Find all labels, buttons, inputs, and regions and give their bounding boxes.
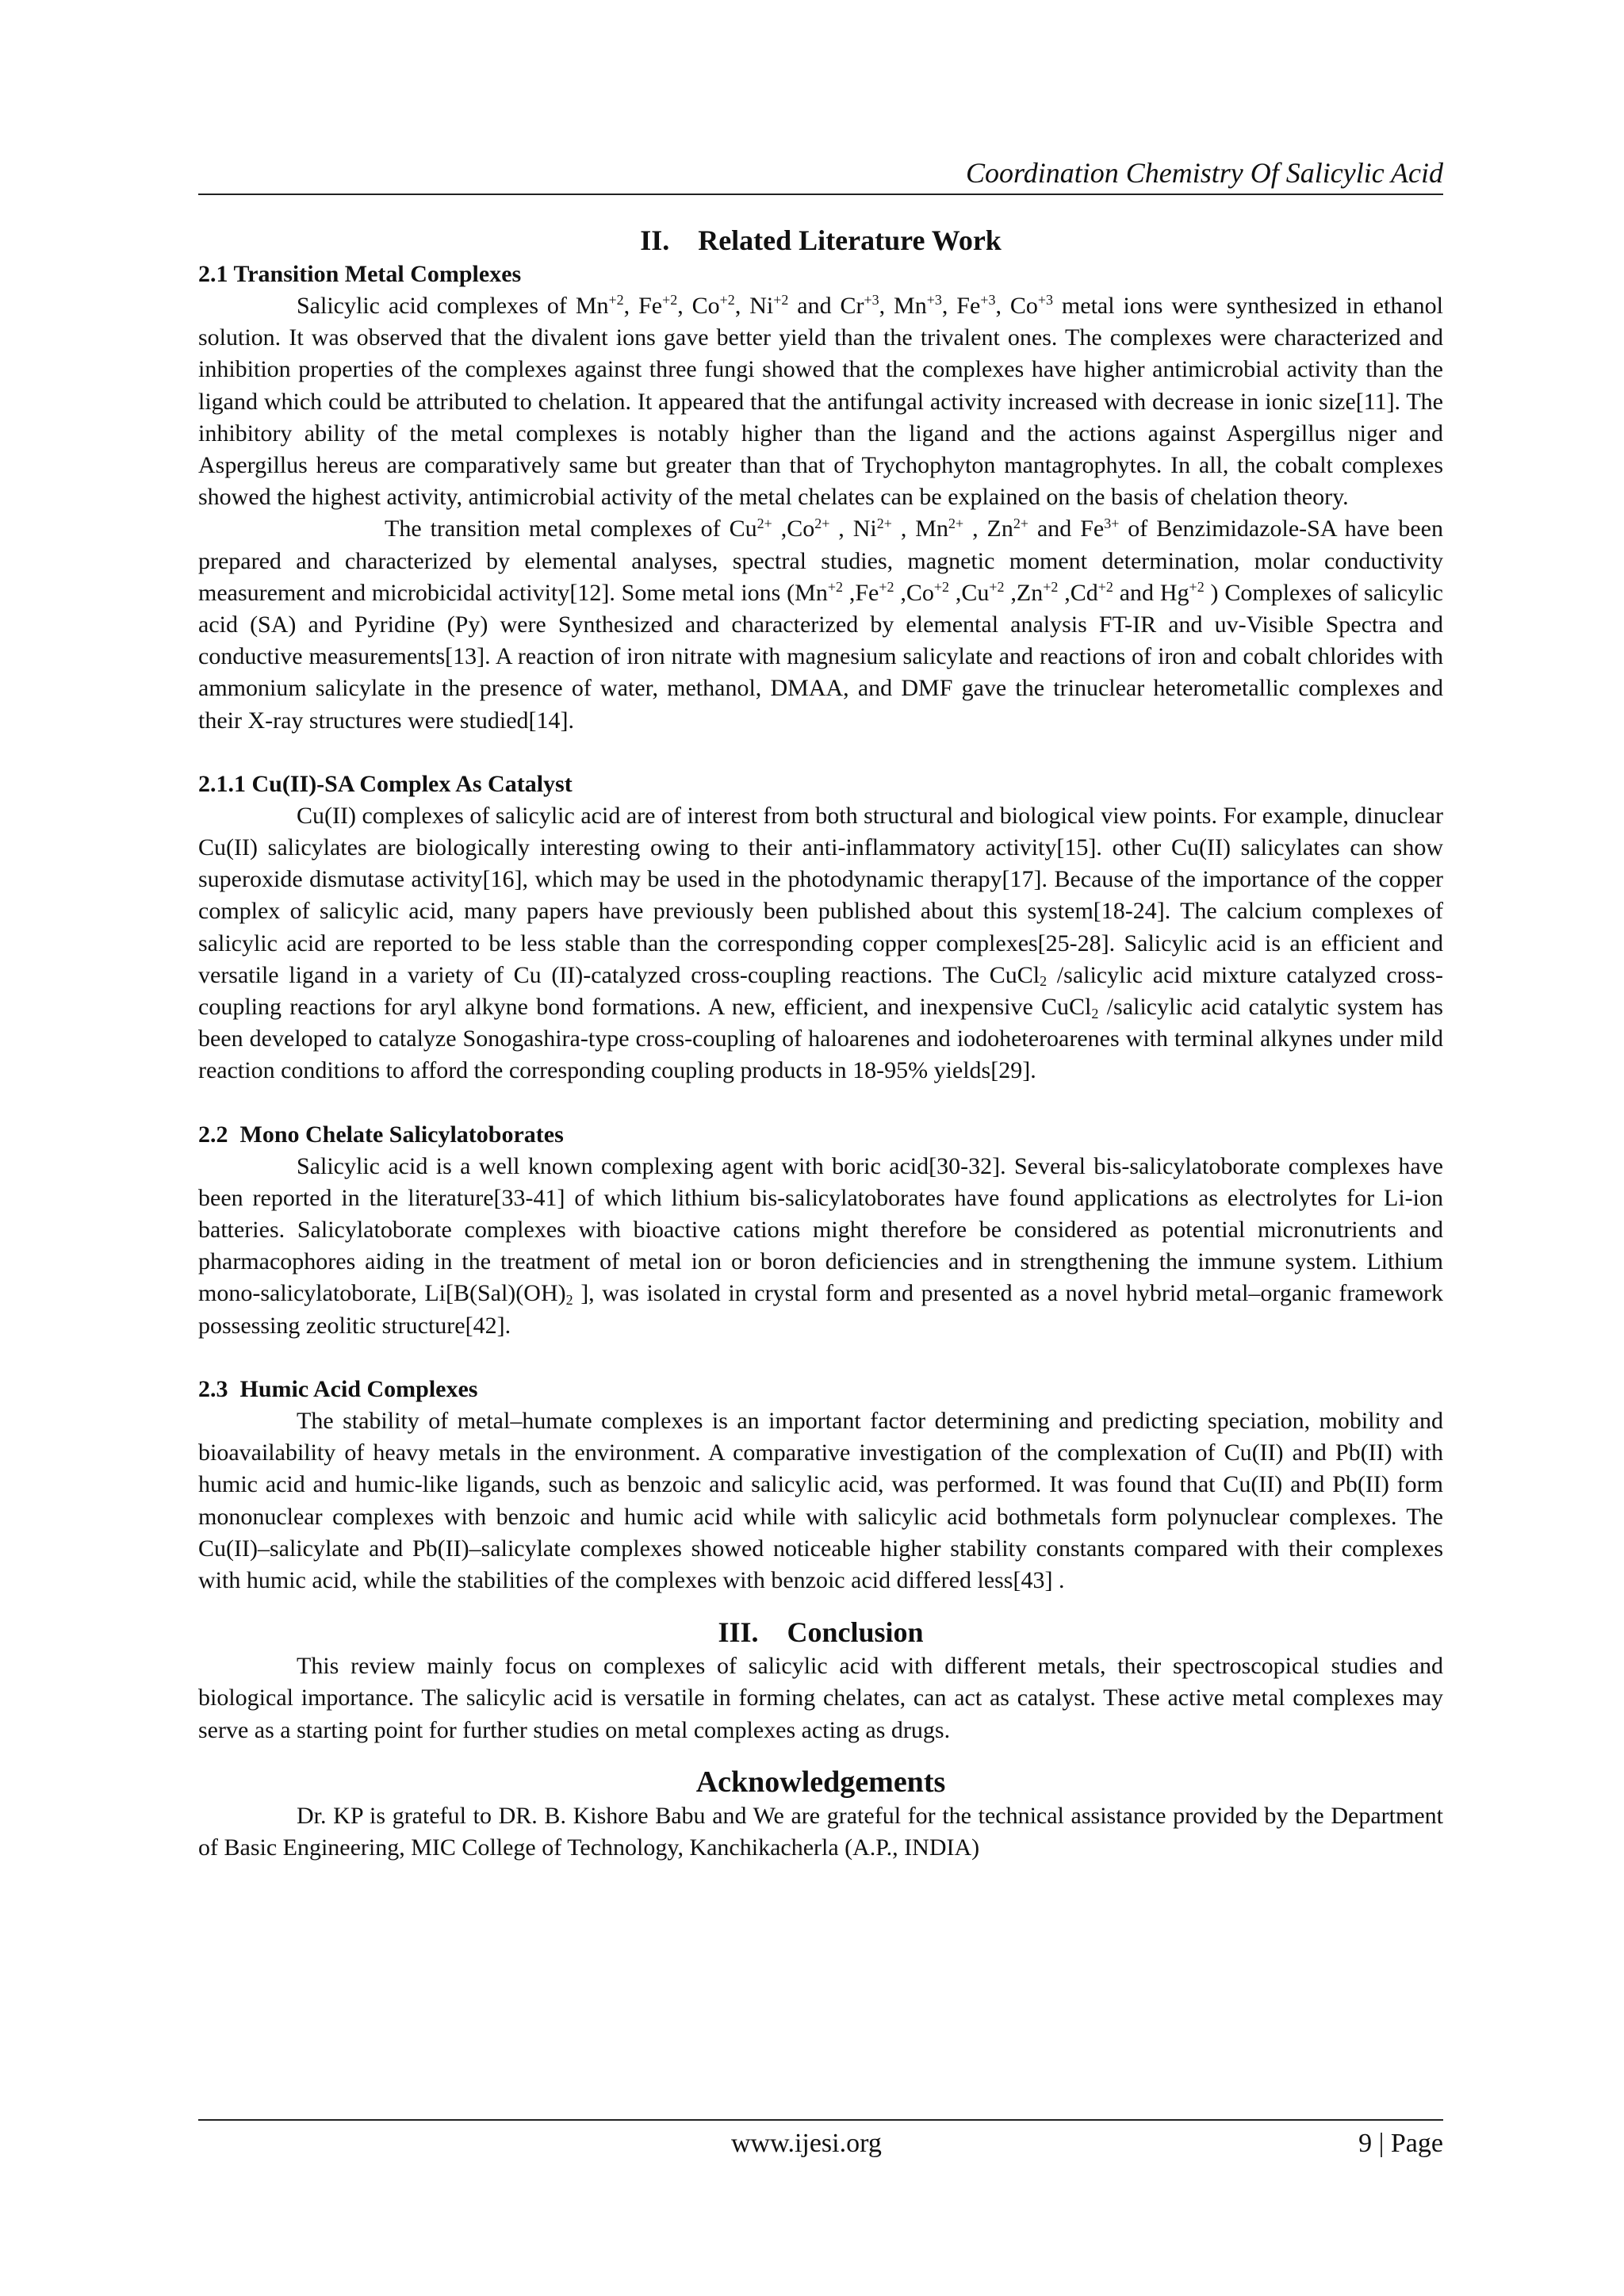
text-run: and Hg (1113, 579, 1189, 606)
paragraph-salicylatoborates (198, 1151, 1443, 1342)
section-heading-acknowledgements: Acknowledgements (695, 1765, 946, 1799)
text-run: , Ni (829, 516, 877, 542)
text-run: /salicylic acid catalytic system has been developed to catalyze Sonogashira-type cross-coupling of haloarenes and iodoheteroarenes with terminal alkynes under mild reaction conditions to afford the corresponding coupling products in 18-95% yields[29]. (198, 994, 1443, 1084)
section-heading-conclusion: III. Conclusion (718, 1616, 924, 1649)
text-run: ,Co (894, 579, 934, 606)
section-heading-related-work: II. Related Literature Work (640, 224, 1002, 256)
superscript: +2 (1189, 579, 1205, 596)
text-run: /salicylic acid mixture catalyzed cross-coupling reactions for aryl alkyne bond formations. A new, efficient, and inexpensive CuCl (198, 961, 1444, 1021)
subscript: 2 (1091, 1005, 1099, 1022)
superscript: +2 (773, 292, 789, 309)
superscript: +2 (1097, 579, 1113, 596)
text-run: and Cr (788, 293, 864, 319)
footer-rule (198, 2119, 1443, 2121)
superscript: +2 (989, 579, 1005, 596)
superscript: +2 (933, 579, 950, 596)
article-body (198, 222, 1443, 1864)
text-run: ], was isolated in crystal form and presented as a novel hybrid metal–organic framework possessing zeolitic structure[42]. (198, 1280, 1443, 1339)
superscript: +3 (980, 292, 996, 309)
superscript: +3 (1037, 292, 1054, 309)
paragraph-transition-metal-2 (198, 513, 1443, 736)
superscript: 3+ (1104, 515, 1120, 531)
text-run: , Mn (879, 293, 927, 319)
text-run: The transition metal complexes of Cu (385, 516, 757, 542)
superscript: +3 (864, 292, 879, 309)
spacer (198, 1342, 1443, 1374)
text-run: and Fe (1028, 516, 1105, 542)
text-run: , Co (995, 293, 1038, 319)
superscript: +3 (926, 292, 942, 309)
paragraph-conclusion: This review mainly focus on complexes of salicylic acid with different metals, their spectroscopical studies and biological importance. The salicylic acid is versatile in forming chelates, can act as catalyst. These active metal complexes may serve as a starting point for further studies on metal complexes acting as drugs. (198, 1653, 1443, 1743)
text-run: ,Co (772, 516, 815, 542)
superscript: 2+ (756, 515, 772, 531)
spacer (198, 1596, 1443, 1614)
text-run: , Zn (963, 516, 1013, 542)
text-run: , Co (677, 293, 720, 319)
text-run: Salicylic acid complexes of Mn (297, 293, 609, 319)
subscript: 2 (1040, 973, 1048, 990)
text-run: ,Cd (1058, 579, 1098, 606)
text-run: , Fe (623, 293, 663, 319)
superscript: +2 (879, 579, 894, 596)
text-run: ,Fe (843, 579, 879, 606)
text-run: ,Zn (1004, 579, 1044, 606)
spacer (198, 737, 1443, 769)
superscript: 2+ (1013, 515, 1028, 531)
text-run: , Ni (734, 293, 774, 319)
paragraph-humic-acid: The stability of metal–humate complexes is an important factor determining and predicting speciation, mobility and bioavailability of heavy metals in the environment. A comparative investigation of the complexation of Cu(II) and Pb(II) with humic acid and humic-like ligands, such as benzoic and salicylic acid, was performed. It was found that Cu(II) and Pb(II) form mononuclear complexes with benzoic and humic acid while with salicylic acid bothmetals form polynuclear complexes. The Cu(II)–salicylate and Pb(II)–salicylate complexes showed noticeable higher stability constants compared with their complexes with humic acid, while the stabilities of the complexes with benzoic acid differed less[43] . (198, 1407, 1443, 1593)
subscript: 2 (565, 1291, 573, 1308)
superscript: +2 (662, 292, 678, 309)
spacer (198, 1087, 1443, 1119)
subsection-heading-transition-metal: 2.1 Transition Metal Complexes (198, 261, 522, 287)
paragraph-acknowledgements: Dr. KP is grateful to DR. B. Kishore Babu and We are grateful for the technical assistance provided by the Department of Basic Engineering, MIC College of Technology, Kanchikacherla (A.P., INDIA) (198, 1802, 1443, 1861)
footer-page-number: 9 | Page (1358, 2129, 1443, 2158)
subsection-heading-cu-catalyst: 2.1.1 Cu(II)-SA Complex As Catalyst (198, 770, 573, 797)
text-run: ) Complexes of salicylic acid (SA) and Pyridine (Py) were Synthesized and characterized by elemental analysis FT-IR and uv-Visible Spectra and conductive measurements[13]. A reaction of iron nitrate with magnesium salicylate and reactions of iron and cobalt chlorides with ammonium salicylate in the presence of water, methanol, DMAA, and DMF gave the trinuclear heterometallic complexes and their X-ray structures were studied[14]. (198, 579, 1443, 734)
superscript: 2+ (876, 515, 892, 531)
text-run: ,Cu (949, 579, 990, 606)
text-run: , Fe (941, 293, 981, 319)
paragraph-transition-metal-1 (198, 290, 1443, 513)
superscript: +2 (827, 579, 843, 596)
superscript: 2+ (948, 515, 964, 531)
footer-journal-url: www.ijesi.org (731, 2129, 882, 2158)
superscript: 2+ (814, 515, 830, 531)
superscript: +2 (608, 292, 624, 309)
paragraph-cu-catalyst (198, 800, 1443, 1087)
text-run: of Benzimidazole-SA have been prepared and characterized by elemental analyses, spectral studies, magnetic moment determination, molar conductivity measurement and microbicidal activity[12]. Some metal ions (Mn (198, 516, 1443, 606)
running-header-title: Coordination Chemistry Of Salicylic Acid (966, 157, 1443, 189)
text-run: metal ions were synthesized in ethanol solution. It was observed that the divalent ions gave better yield than the trivalent ones. The complexes were characterized and inhibition properties of the complexes against three fungi showed that the complexes have higher antimicrobial activity than the ligand which could be attributed to chelation. It appeared that the antifungal activity increased with decrease in ionic size[11]. The inhibitory ability of the metal complexes is notably higher than the ligand and the actions against Aspergillus niger and Aspergillus hereus are comparatively same but greater than that of Trychophyton mantagrophytes. In all, the cobalt complexes showed the highest activity, antimicrobial activity of the metal chelates can be explained on the basis of chelation theory. (198, 293, 1443, 511)
text-run: Salicylic acid is a well known complexing agent with boric acid[30-32]. Several bis-salicylatoborate complexes have been reported in the literature[33-41] of which lithium bis-salicylatoborates have found applications as electrolytes for Li-ion batteries. Salicylatoborate complexes with bioactive cations might therefore be considered as potential micronutrients and pharmacophores aiding in the treatment of metal ion or boron deficiencies and in strengthening the immune system. Lithium mono-salicylatoborate, Li[B(Sal)(OH) (198, 1152, 1443, 1307)
subsection-heading-salicylatoborates: 2.2 Mono Chelate Salicylatoborates (198, 1121, 564, 1148)
subsection-heading-humic-acid: 2.3 Humic Acid Complexes (198, 1375, 478, 1402)
text-run: Cu(II) complexes of salicylic acid are of interest from both structural and biological view points. For example, dinuclear Cu(II) salicylates are biologically interesting owing to their anti-inflammatory activity[15]. other Cu(II) salicylates can show superoxide dismutase activity[16], which may be used in the photodynamic therapy[17]. Because of the importance of the copper complex of salicylic acid, many papers have previously been published about this system[18-24]. The calcium complexes of salicylic acid are reported to be less stable than the corresponding copper complexes[25-28]. Salicylic acid is an efficient and versatile ligand in a variety of Cu (II)-catalyzed cross-coupling reactions. The CuCl (198, 802, 1443, 988)
spacer (198, 1746, 1443, 1764)
text-run: , Mn (891, 516, 948, 542)
superscript: +2 (1043, 579, 1059, 596)
superscript: +2 (719, 292, 735, 309)
header-rule (198, 194, 1443, 195)
